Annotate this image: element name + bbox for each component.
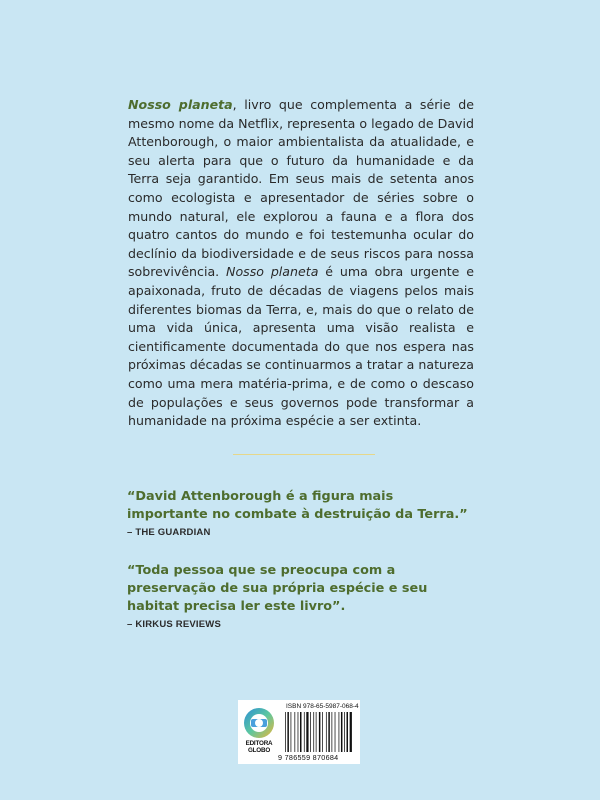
quote-text: “Toda pessoa que se preocupa com a preservação de sua própria espécie e seu habitat precisa ler este livro”. xyxy=(127,563,428,614)
barcode-icon xyxy=(284,712,356,754)
quote-guardian xyxy=(127,488,477,538)
quote-source: – THE GUARDIAN xyxy=(127,527,211,538)
book-title-lead: Nosso planeta xyxy=(128,97,233,112)
globo-logo-icon xyxy=(242,706,276,740)
barcode-bars xyxy=(284,712,356,754)
blurb-paragraph-2: é uma obra urgente e apaixonada, fruto de décadas de viagens pelos mais diferentes biomas da Terra, e, mais do que o relato de uma vida única, apresenta uma visão realista e cientificamente documentada do que nos espera nas próximas décadas se continuarmos a tratar a natureza como uma mera matéria-prima, e de como o descaso de populações e seus governos pode transformar a humanidade na próxima espécie a ser extinta. xyxy=(128,264,474,429)
divider-line xyxy=(233,454,375,455)
back-cover-blurb xyxy=(128,96,474,431)
quote-source: – KIRKUS REVIEWS xyxy=(127,619,221,630)
isbn-label: ISBN 978-65-5987-068-4 xyxy=(286,703,359,710)
barcode-panel xyxy=(238,700,360,764)
quote-kirkus xyxy=(127,562,477,630)
quote-text: “David Attenborough é a figura mais importante no combate à destruição da Terra.” xyxy=(127,489,468,522)
book-title-inline: Nosso planeta xyxy=(226,264,319,280)
barcode-digits: 9 786559 870684 xyxy=(278,753,339,762)
blurb-paragraph-1: , livro que complementa a série de mesmo nome da Netflix, representa o legado de David Attenborough, o maior ambientalista da atualidade, e seu alerta para que o futuro da humanidade e da Terra seja garantido. Em seus mais de setenta anos como ecologista e apresentador de séries sobre o mundo natural, ele explorou a fauna e a flora dos quatro cantos do mundo e foi testemunha ocular do declínio da biodiversidade e de seus riscos para nossa sobrevivência. xyxy=(128,97,474,280)
publisher-logo xyxy=(242,706,276,758)
publisher-name-line2: GLOBO xyxy=(247,747,271,754)
publisher-name-line1: EDITORA xyxy=(245,740,273,747)
